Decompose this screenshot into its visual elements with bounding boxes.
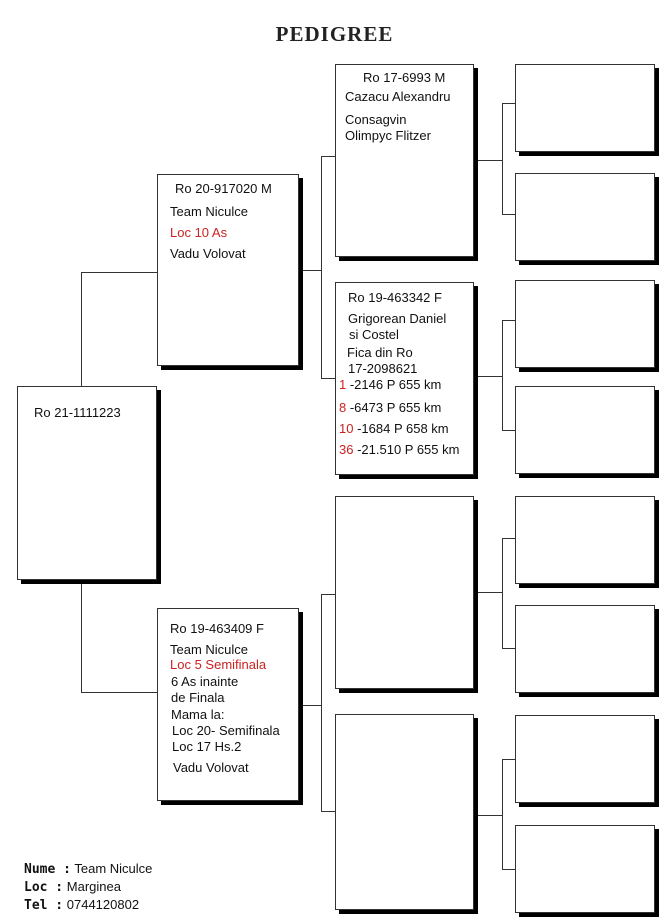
sire-sire-owner: Cazacu Alexandru	[345, 89, 451, 104]
great-grandparent-card	[515, 280, 655, 368]
great-grandparent-card	[515, 825, 655, 913]
dam-note: de Finala	[171, 690, 225, 705]
contact-location-label: Loc :	[24, 880, 64, 895]
connector	[502, 320, 503, 430]
contact-location-value: Marginea	[66, 879, 121, 894]
dam-card	[157, 608, 299, 801]
great-grandparent-card	[515, 605, 655, 693]
sire-result: Loc 10 As	[170, 225, 228, 240]
dam-note: Loc 17 Hs.2	[172, 739, 242, 754]
dam-place: Vadu Volovat	[173, 760, 249, 775]
dam-note: 6 As inainte	[171, 674, 239, 689]
connector	[502, 648, 515, 649]
sire-dam-ring: Ro 19-463342 F	[348, 290, 442, 305]
connector	[474, 376, 502, 377]
dam-dam-card	[335, 714, 474, 910]
great-grandparent-card	[515, 715, 655, 803]
sire-dam-result: 36 -21.510 P 655 km	[339, 442, 460, 457]
great-grandparent-card	[515, 64, 655, 152]
connector	[300, 705, 321, 706]
connector	[502, 103, 515, 104]
connector	[474, 815, 502, 816]
connector	[300, 270, 321, 271]
connector	[474, 592, 502, 593]
dam-note: Mama la:	[171, 707, 225, 722]
dam-owner: Team Niculce	[170, 642, 249, 657]
great-grandparent-card	[515, 173, 655, 261]
contact-name-value: Team Niculce	[74, 861, 153, 876]
sire-sire-note: Consagvin	[345, 112, 407, 127]
connector	[502, 759, 515, 760]
contact-phone-value: 0744120802	[66, 897, 140, 912]
dam-ring: Ro 19-463409 F	[170, 621, 264, 636]
sire-owner: Team Niculce	[170, 204, 249, 219]
connector	[321, 156, 335, 157]
sire-dam-result: 8 -6473 P 655 km	[339, 400, 442, 415]
connector	[502, 103, 503, 214]
sire-ring: Ro 20-917020 M	[175, 181, 272, 196]
contact-phone-label: Tel :	[24, 898, 64, 913]
connector	[502, 538, 515, 539]
subject-card	[17, 386, 157, 580]
connector	[321, 594, 335, 595]
sire-place: Vadu Volovat	[170, 246, 246, 261]
connector	[502, 759, 503, 869]
connector	[502, 869, 515, 870]
connector	[321, 811, 335, 812]
contact-name-label: Nume :	[24, 862, 71, 877]
sire-dam-result: 10 -1684 P 658 km	[339, 421, 449, 436]
connector	[502, 214, 515, 215]
connector	[81, 272, 157, 273]
connector	[502, 538, 503, 648]
connector	[502, 430, 515, 431]
dam-sire-card	[335, 496, 474, 689]
connector	[81, 692, 157, 693]
sire-dam-note: Fica din Ro	[347, 345, 413, 360]
subject-ring: Ro 21-1111223	[34, 405, 121, 420]
sire-dam-owner: si Costel	[349, 327, 399, 342]
sire-sire-ring: Ro 17-6993 M	[363, 70, 446, 85]
connector	[81, 582, 82, 692]
dam-note: Loc 20- Semifinala	[172, 723, 280, 738]
page-title: PEDIGREE	[275, 22, 394, 46]
connector	[502, 320, 515, 321]
contact-phone	[24, 896, 139, 915]
contact-name	[24, 860, 152, 879]
connector	[321, 156, 322, 378]
sire-dam-note: 17-2098621	[348, 361, 418, 376]
connector	[321, 594, 322, 811]
sire-dam-owner: Grigorean Daniel	[348, 311, 447, 326]
contact-location	[24, 878, 121, 897]
sire-dam-card	[335, 282, 474, 475]
great-grandparent-card	[515, 496, 655, 584]
sire-sire-card	[335, 64, 474, 257]
dam-result: Loc 5 Semifinala	[170, 657, 267, 672]
connector	[474, 160, 502, 161]
sire-sire-note: Olimpyc Flitzer	[345, 128, 431, 143]
connector	[81, 272, 82, 386]
great-grandparent-card	[515, 386, 655, 474]
sire-card	[157, 174, 299, 366]
sire-dam-result: 1 -2146 P 655 km	[339, 377, 442, 392]
connector	[321, 378, 335, 379]
